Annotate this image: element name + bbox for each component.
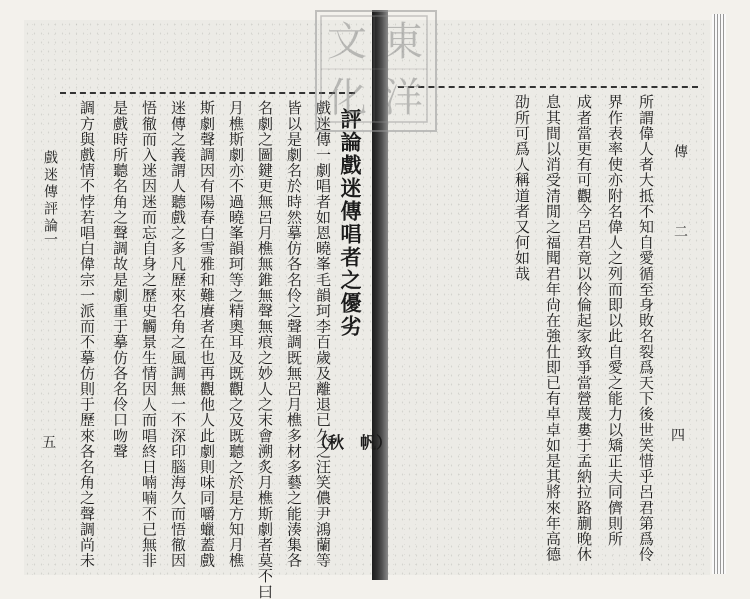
right-page-number: 四 xyxy=(671,428,685,444)
article-author: （秋 帆） xyxy=(312,433,393,452)
left-text-line-4: 月樵斯劇亦不過曉峯韻珂等之精奧耳及既觀之及既聽之於是方知月樵 xyxy=(227,100,245,568)
left-text-line-6: 迷傳之義謂人聽戲之多凡歷來名角之風調無一不深印腦海久而悟徹因 xyxy=(169,100,187,568)
left-page-dashed-rule xyxy=(60,92,355,94)
left-text-line-8: 是戲時所聽名角之聲調故是劇重于摹仿各名伶口吻聲 xyxy=(111,100,129,459)
left-text-line-2: 皆以是劇名於時然摹仿各名伶之聲調既無呂月樵多材多藝之能湊集各 xyxy=(285,100,303,568)
left-text-line-3: 名劇之圖鍵更無呂月樵無錐無聲無痕之妙人之末會溯炙月樵斯劇者莫不曰 xyxy=(256,100,274,599)
right-text-line-2: 界作表率使亦附名偉人之列而即以此自愛之能力以矯正夫同儕則所 xyxy=(606,94,624,547)
right-text-line-3: 成者當更有可觀今呂君竟以伶倫起家致爭當營蔑婁于孟納拉路蒯晚休 xyxy=(575,94,593,562)
right-text-line-1: 所謂偉人者大抵不知自愛循至身敗名裂爲天下後世笑惜乎呂君第爲伶 xyxy=(637,94,655,562)
seal-glyph: 東 xyxy=(383,19,423,65)
left-running-head: 戲迷傳評論 xyxy=(42,150,58,235)
page-edge-strip xyxy=(712,14,726,574)
left-text-line-7: 悟徹而入迷因迷而忘自身之歷史觸景生情因人而唱終日喃喃不已無非 xyxy=(140,100,158,568)
left-text-line-5: 斯劇聲調因有陽春白雪雅和難賡者在也再觀他人此劇則味同嚼蠟蓋戲 xyxy=(198,100,216,568)
left-running-head-number: 一 xyxy=(42,232,58,249)
library-seal-stamp xyxy=(315,10,437,132)
right-text-line-4: 息其間以消受清閒之福聞君年尙在強仕即已有卓卓如是其將來年高德 xyxy=(544,94,562,562)
article-title: 評論戲迷傳唱者之優劣 xyxy=(338,108,363,338)
seal-glyph: 洋 xyxy=(383,75,423,121)
left-page-number: 五 xyxy=(42,435,56,451)
right-running-head: 傳 xyxy=(672,144,688,161)
left-text-line-9: 調方與戲情不悖若唱白偉宗一派而不摹仿則于歷來各名角之聲調尚未 xyxy=(78,100,96,568)
left-text-line-1: 戲迷傳一劇唱者如恩曉峯毛韻珂李百歲及離退已久之汪笑儂尹鴻蘭等 xyxy=(314,100,332,568)
right-text-line-5: 劭所可爲人稱道者又何如哉 xyxy=(513,94,531,282)
seal-glyph: 文 xyxy=(327,19,367,65)
right-page-dashed-rule xyxy=(398,86,698,88)
seal-glyph: 化 xyxy=(327,75,367,121)
right-running-head-number: 二 xyxy=(672,224,688,241)
